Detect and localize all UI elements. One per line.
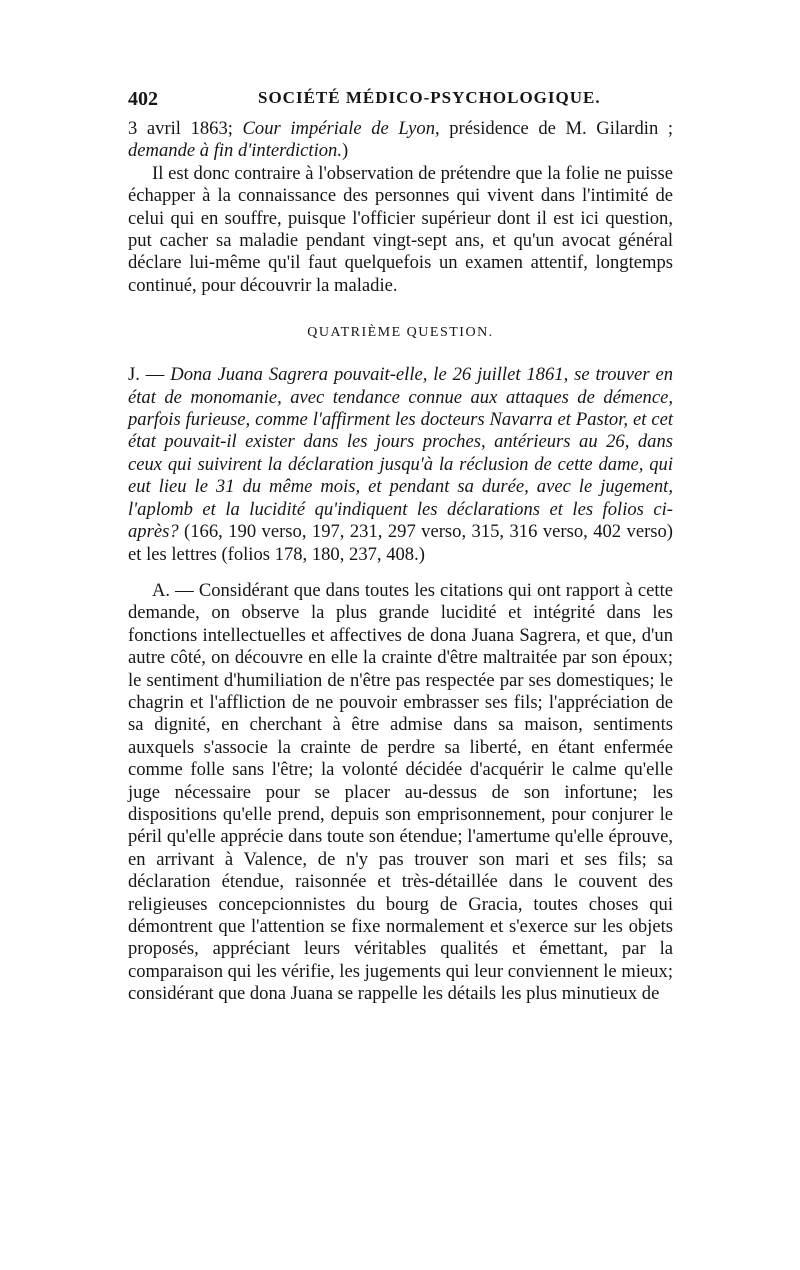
question-paragraph <box>128 364 673 566</box>
citation-close: ) <box>341 140 349 162</box>
question-text: Dona Juana Sagrera pouvait-elle, le 26 juillet 1861, se trouver en état de monomanie, avec tendance connue aux attaques de démence, parfois furieuse, comme l'affirment les docteurs Navarra et Pastor, et cet état pouvait-il exister dans les jours proches, antérieurs au 26, dans ceux qui suivirent la déclaration jusqu'à la réclusion de cette dame, qui eut lieu le 31 du même mois, et pendant sa durée, avec le jugement, l'aplomb et la lucidité qu'indiquent les déclarations et les folios ci-après? <box>128 364 673 543</box>
running-title: SOCIÉTÉ MÉDICO-PSYCHOLOGIQUE. <box>258 88 601 107</box>
citation-subject: demande à fin d'interdiction. <box>128 140 342 162</box>
page-number: 402 <box>128 88 158 110</box>
question-label: J. — <box>128 364 171 386</box>
answer-paragraph: A. — Considérant que dans toutes les citations qui ont rapport à cette demande, on observe la plus grande lucidité et intégrité dans les fonctions intellectuelles et affectives de dona Juana Sagrera, et que, d'un autre côté, on découvre en elle la crainte d'être maltraitée par son époux; le sentiment d'humiliation de n'être pas respectée par ses domestiques; le chagrin et l'affliction de ne pouvoir embrasser ses fils; l'appréciation de sa dignité, en cherchant à être admise dans sa maison, sentiments auxquels s'associe la crainte de perdre sa liberté, en étant enfermée comme folle sans l'être; la volonté décidée d'acquérir le calme qu'elle juge nécessaire pour se placer au-dessus de son infortune; les dispositions qu'elle prend, depuis son emprisonnement, pour conjurer le péril qu'elle apprécie dans toute son étendue; l'amertume qu'elle éprouve, en arrivant à Valence, de n'y pas trouver son mari et ses fils; sa déclaration étendue, raisonnée et très-détaillée dans le couvent des religieuses concepcionnistes du bourg de Gracia, toutes choses qui démontrent que l'attention se fixe normalement et s'exerce sur les objets proposés, appréciant leurs véritables qualités et émettant, par la comparaison qui les vérifie, les jugements qui leur conviennent le mieux; considérant que dona Juana se rappelle les détails les plus minutieux de <box>128 579 673 1005</box>
page-header <box>128 88 673 118</box>
citation-court: Cour impériale de Lyon <box>242 118 436 139</box>
opening-citation <box>128 118 673 163</box>
paragraph-observation: Il est donc contraire à l'observation de prétendre que la folie ne puisse échapper à la connaissance des personnes qui vivent dans l'intimité de celui qui en souffre, puisque l'officier supérieur dont il est ici question, put cacher sa maladie pendant vingt-sept ans, et qu'un avocat général déclare lui-même qu'il faut quelquefois un examen attentif, longtemps continué, pour découvrir la maladie. <box>128 162 673 296</box>
section-heading: QUATRIÈME QUESTION. <box>307 325 494 341</box>
book-page <box>128 88 673 1006</box>
question-folios: (166, 190 verso, 197, 231, 297 verso, 315, 316 verso, 402 verso) et les lettres (folios 178, 180, 237, 408.) <box>128 521 673 565</box>
citation-presidency: , présidence de M. Gilardin ; <box>435 118 674 139</box>
citation-date: 3 avril 1863; <box>128 118 243 139</box>
